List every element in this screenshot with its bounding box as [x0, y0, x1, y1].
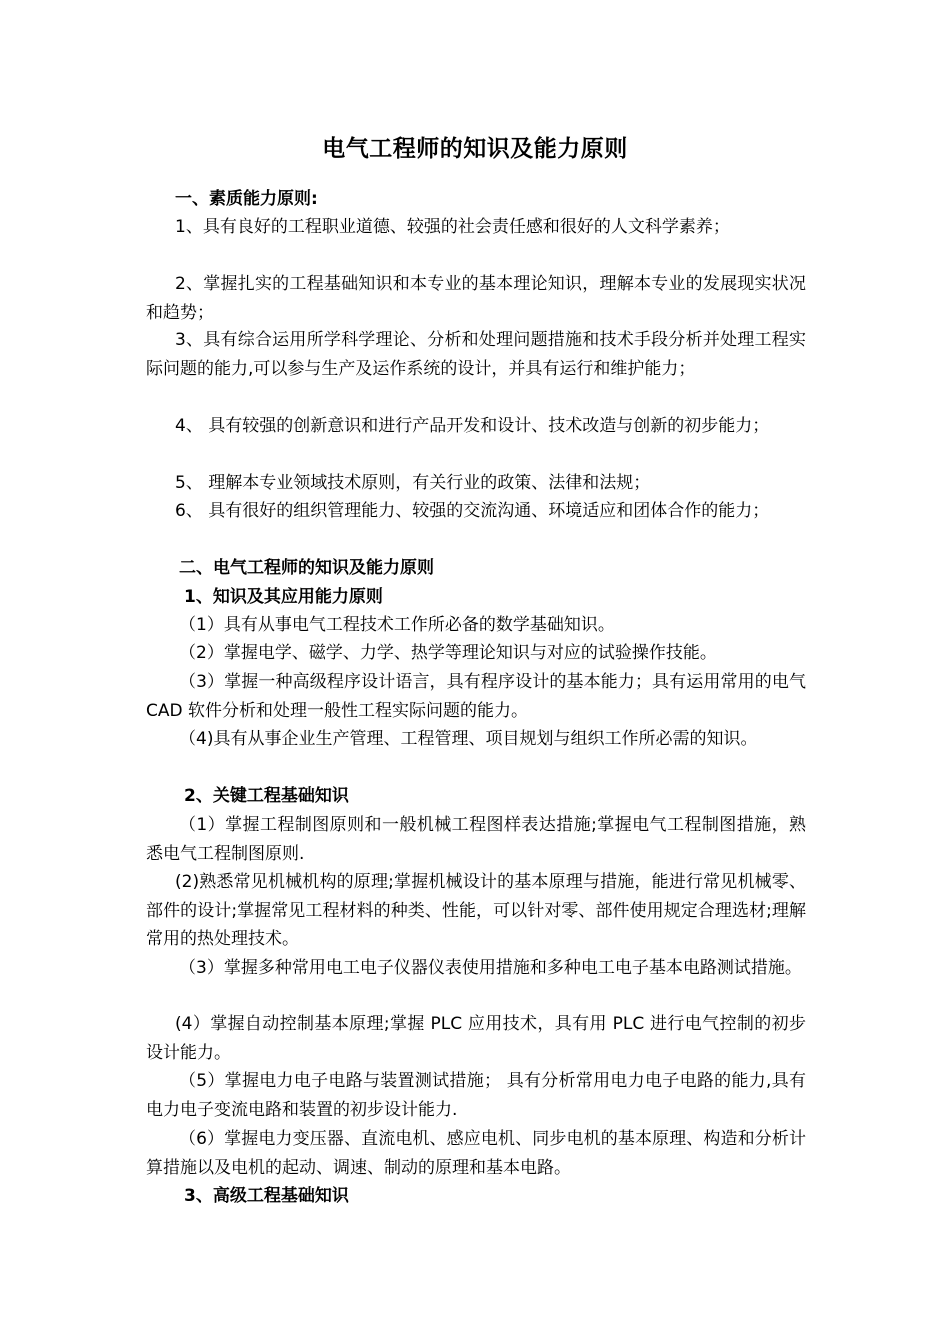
sub2-item-5: （5）掌握电力电子电路与装置测试措施； 具有分析常用电力电子电路的能力,具有电力电子变流电路和装置的初步设计能力.	[146, 1071, 806, 1120]
sub2-item-4: (4）掌握自动控制基本原理;掌握 PLC 应用技术，具有用 PLC 进行电气控制的初步设计能力。	[146, 1014, 806, 1063]
section1-heading: 一、素质能力原则:	[175, 189, 318, 209]
section2-sub2-heading: 2、关键工程基础知识	[184, 786, 349, 806]
section2-sub1-heading: 1、知识及其应用能力原则	[184, 587, 383, 607]
section1-item-3: 3、具有综合运用所学科学理论、分析和处理问题措施和技术手段分析并处理工程实际问题的能力,可以参与生产及运作系统的设计，并具有运行和维护能力；	[146, 330, 806, 379]
section1-item-5: 5、 理解本专业领域技术原则，有关行业的政策、法律和法规；	[175, 473, 651, 493]
section1-item-2: 2、掌握扎实的工程基础知识和本专业的基本理论知识，理解本专业的发展现实状况和趋势；	[146, 274, 806, 323]
section1-item-4: 4、 具有较强的创新意识和进行产品开发和设计、技术改造与创新的初步能力；	[175, 416, 770, 436]
sub1-item-2: （2）掌握电学、磁学、力学、热学等理论知识与对应的试验操作技能。	[179, 643, 717, 663]
section1-item-1: 1、具有良好的工程职业道德、较强的社会责任感和很好的人文科学素养；	[175, 217, 730, 237]
sub2-item-3: （3）掌握多种常用电工电子仪器仪表使用措施和多种电工电子基本电路测试措施。	[179, 958, 802, 978]
section1-item-6: 6、 具有很好的组织管理能力、较强的交流沟通、环境适应和团体合作的能力；	[175, 501, 770, 521]
section2-sub3-heading: 3、高级工程基础知识	[184, 1186, 349, 1206]
sub1-item-3: （3）掌握一种高级程序设计语言，具有程序设计的基本能力；具有运用常用的电气 CAD 软件分析和处理一般性工程实际问题的能力。	[146, 672, 806, 721]
document-title: 电气工程师的知识及能力原则	[322, 136, 628, 162]
sub1-item-4: （4)具有从事企业生产管理、工程管理、项目规划与组织工作所必需的知识。	[179, 729, 758, 749]
sub2-item-6: （6）掌握电力变压器、直流电机、感应电机、同步电机的基本原理、构造和分析计算措施以及电机的起动、调速、制动的原理和基本电路。	[146, 1129, 806, 1178]
sub1-item-1: （1）具有从事电气工程技术工作所必备的数学基础知识。	[179, 615, 615, 635]
section2-heading: 二、电气工程师的知识及能力原则	[179, 558, 434, 578]
sub2-item-1: （1）掌握工程制图原则和一般机械工程图样表达措施;掌握电气工程制图措施，熟悉电气工程制图原则.	[146, 815, 806, 864]
sub2-item-2: (2)熟悉常见机械机构的原理;掌握机械设计的基本原理与措施，能进行常见机械零、部件的设计;掌握常见工程材料的种类、性能，可以针对零、部件使用规定合理选材;理解常用的热处理技术。	[146, 872, 806, 949]
